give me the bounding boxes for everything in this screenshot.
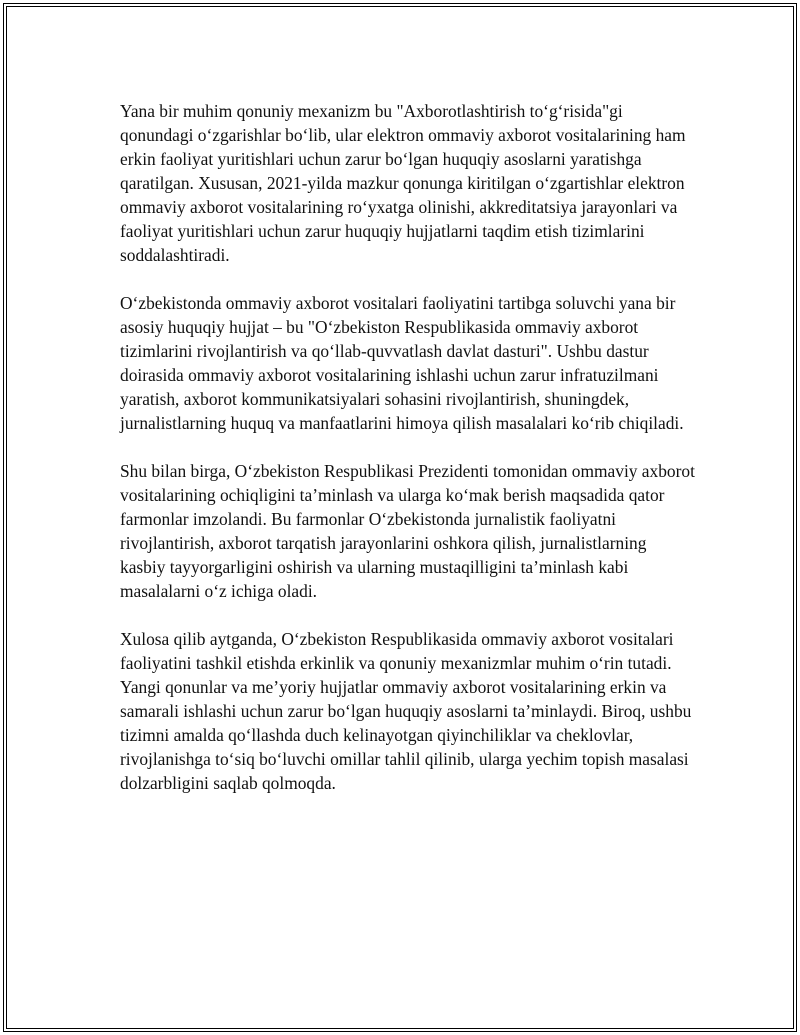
- paragraph-2: O‘zbekistonda ommaviy axborot vositalari faoliyatini tartibga soluvchi yana bir asosiy huquqiy hujjat – bu "O‘zbekiston Respublikasida ommaviy axborot tizimlarini rivojlantirish va qo‘llab-quvvatlash davlat dasturi". Ushbu dastur doirasida ommaviy axborot vositalarining ishlashi uchun zarur infratuzilmani yaratish, axborot kommunikatsiyalari sohasini rivojlantirish, shuningdek, jurnalistlarning huquq va manfaatlarini himoya qilish masalalari ko‘rib chiqiladi.: [120, 293, 684, 433]
- document-body: [120, 99, 695, 819]
- page-border: [3, 3, 797, 1032]
- paragraph-4: Xulosa qilib aytganda, O‘zbekiston Respublikasida ommaviy axborot vositalari faoliyatini tashkil etishda erkinlik va qonuniy mexanizmlar muhim o‘rin tutadi. Yangi qonunlar va me’yoriy hujjatlar ommaviy axborot vositalarining erkin va samarali ishlashi uchun zarur bo‘lgan huquqiy asoslarni ta’minlaydi. Biroq, ushbu tizimni amalda qo‘llashda duch kelinayotgan qiyinchiliklar va cheklovlar, rivojlanishga to‘siq bo‘luvchi omillar tahlil qilinib, ularga yechim topish masalasi dolzarbligini saqlab qolmoqda.: [120, 629, 692, 793]
- paragraph-1: Yana bir muhim qonuniy mexanizm bu "Axborotlashtirish to‘g‘risida"gi qonundagi o‘zgarishlar bo‘lib, ular elektron ommaviy axborot vositalarining ham erkin faoliyat yuritishlari uchun zarur bo‘lgan huquqiy asoslarni yaratishga qaratilgan. Xususan, 2021-yilda mazkur qonunga kiritilgan o‘zgartishlar elektron ommaviy axborot vositalarining ro‘yxatga olinishi, akkreditatsiya jarayonlari va faoliyat yuritishlari uchun zarur huquqiy hujjatlarni taqdim etish tizimlarini soddalashtiradi.: [120, 101, 686, 265]
- paragraph-3: Shu bilan birga, O‘zbekiston Respublikasi Prezidenti tomonidan ommaviy axborot vositalarining ochiqligini ta’minlash va ularga ko‘mak berish maqsadida qator farmonlar imzolandi. Bu farmonlar O‘zbekistonda jurnalistik faoliyatni rivojlantirish, axborot tarqatish jarayonlarini oshkora qilish, jurnalistlarning kasbiy tayyorgarligini oshirish va ularning mustaqilligini ta’minlash kabi masalalarni o‘z ichiga oladi.: [120, 461, 695, 601]
